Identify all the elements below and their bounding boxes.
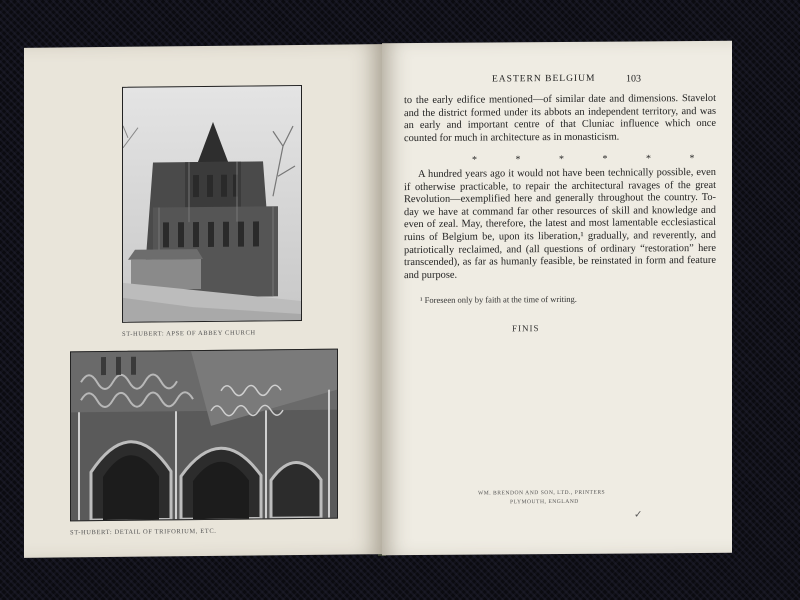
triforium-image <box>71 350 337 521</box>
page-number: 103 <box>626 73 641 85</box>
printer-imprint-line-2: PLYMOUTH, ENGLAND <box>510 498 579 506</box>
apse-photo-caption: ST-HUBERT: APSE OF ABBEY CHURCH <box>122 329 256 338</box>
triforium-photo-caption: ST-HUBERT: DETAIL OF TRIFORIUM, ETC. <box>70 527 217 537</box>
finis-label: FINIS <box>512 323 540 334</box>
triforium-photo <box>70 349 338 522</box>
printer-imprint-line-1: WM. BRENDON AND SON, LTD., PRINTERS <box>478 489 606 497</box>
section-break-stars: * * * * * * <box>472 152 713 166</box>
running-head: EASTERN BELGIUM <box>492 73 596 85</box>
open-book <box>18 40 742 560</box>
paragraph-2: A hundred years ago it would not have been technically possible, even if otherwise practicable, to repair the architectural ravages of the great Revolution—exemplified here and generally throughout the country. To-day we have at command far other resources of skill and knowledge and even of zeal. May, therefore, the latest and most lamentable ecclesiastical ruins of Belgium be, upon its liberation,¹ gradually, and reverently, and patriotically reclaimed, and (all questions of ordinary “restoration” here transcended), as far as humanly feasible, be reinstated in form and feature and purpose. <box>404 166 716 281</box>
footnote: ¹ Foreseen only by faith at the time of writing. <box>420 293 577 305</box>
closing-paragraph <box>404 167 716 283</box>
paragraph-1: to the early edifice mentioned—of similar date and dimensions. Stavelot and the district formed under its abbots an independent territory, and was an early and important centre of that Cluniac influence which once counted for much in architecture as in monasticism. <box>404 92 716 144</box>
pencil-check-mark: ✓ <box>634 509 643 521</box>
abbey-apse-image <box>123 86 301 322</box>
apse-photo <box>122 85 302 323</box>
continuation-paragraph <box>404 93 716 146</box>
right-page <box>382 41 732 555</box>
left-page <box>24 44 382 558</box>
